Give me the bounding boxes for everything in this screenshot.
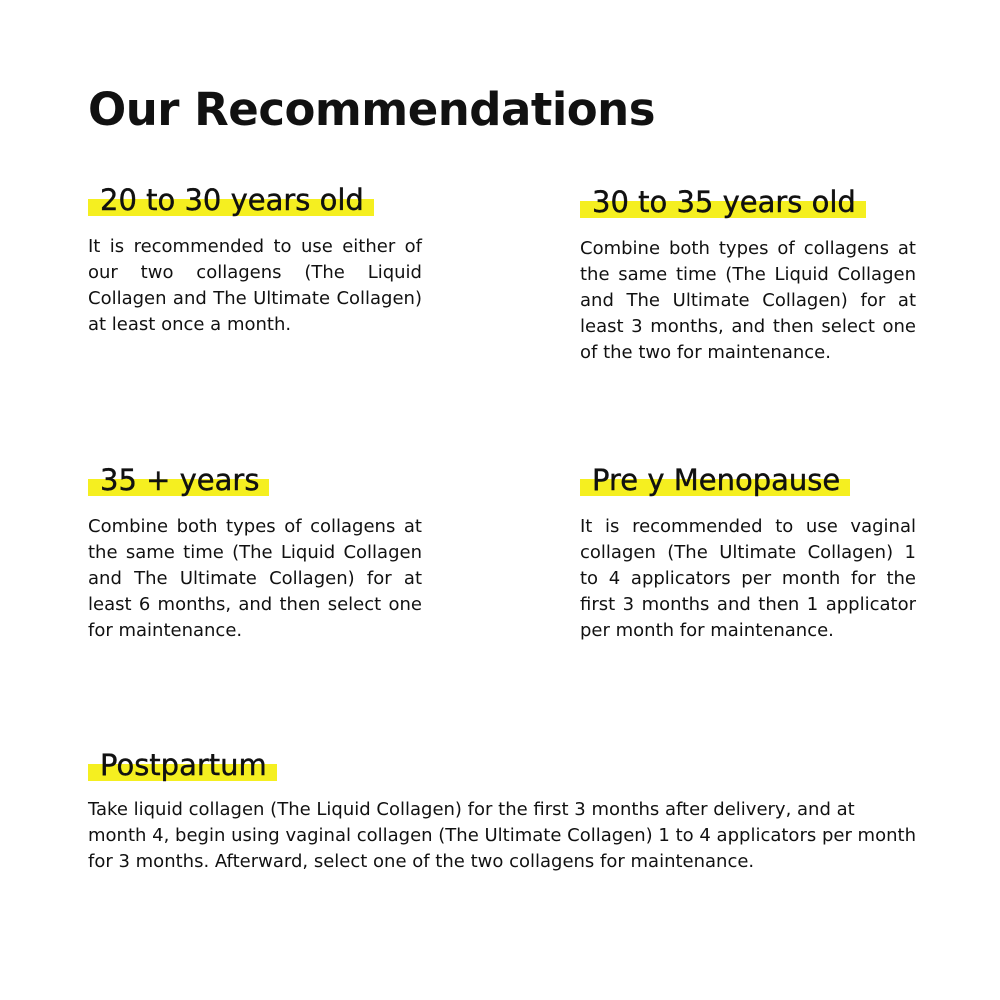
section-20-to-30 [88, 180, 422, 338]
section-heading: 30 to 35 years old [592, 185, 856, 219]
section-body: Take liquid collagen (The Liquid Collagen) for the first 3 months after delivery, and at month 4, begin using vaginal collagen (The Ultimate Collagen) 1 to 4 applicators per month for 3 months. Afterward, select one of the two collagens for maintenance. [88, 799, 916, 872]
section-heading-block [88, 745, 277, 785]
section-heading-block [88, 460, 269, 500]
section-heading: 35 + years [100, 463, 260, 497]
section-body: Combine both types of collagens at the same time (The Liquid Collagen and The Ultimate Collagen) for at least 3 months, and then select one of the two for maintenance. [580, 238, 916, 363]
section-menopause [580, 460, 916, 644]
section-postpartum [88, 745, 918, 875]
section-heading: Pre y Menopause [592, 463, 841, 497]
section-body: Combine both types of collagens at the same time (The Liquid Collagen and The Ultimate Collagen) for at least 6 months, and then select one for maintenance. [88, 516, 422, 641]
section-body: It is recommended to use either of our two collagens (The Liquid Collagen and The Ultimate Collagen) at least once a month. [88, 236, 422, 335]
section-35-plus [88, 460, 422, 644]
section-heading-block [88, 180, 374, 220]
section-body: It is recommended to use vaginal collagen (The Ultimate Collagen) 1 to 4 applicators per month for the first 3 months and then 1 applicator per month for maintenance. [580, 516, 916, 641]
section-heading-block [580, 460, 850, 500]
section-heading-block [580, 182, 866, 222]
section-30-to-35 [580, 182, 916, 366]
section-heading: Postpartum [100, 748, 267, 782]
page-title: Our Recommendations [88, 83, 655, 136]
section-heading: 20 to 30 years old [100, 183, 364, 217]
